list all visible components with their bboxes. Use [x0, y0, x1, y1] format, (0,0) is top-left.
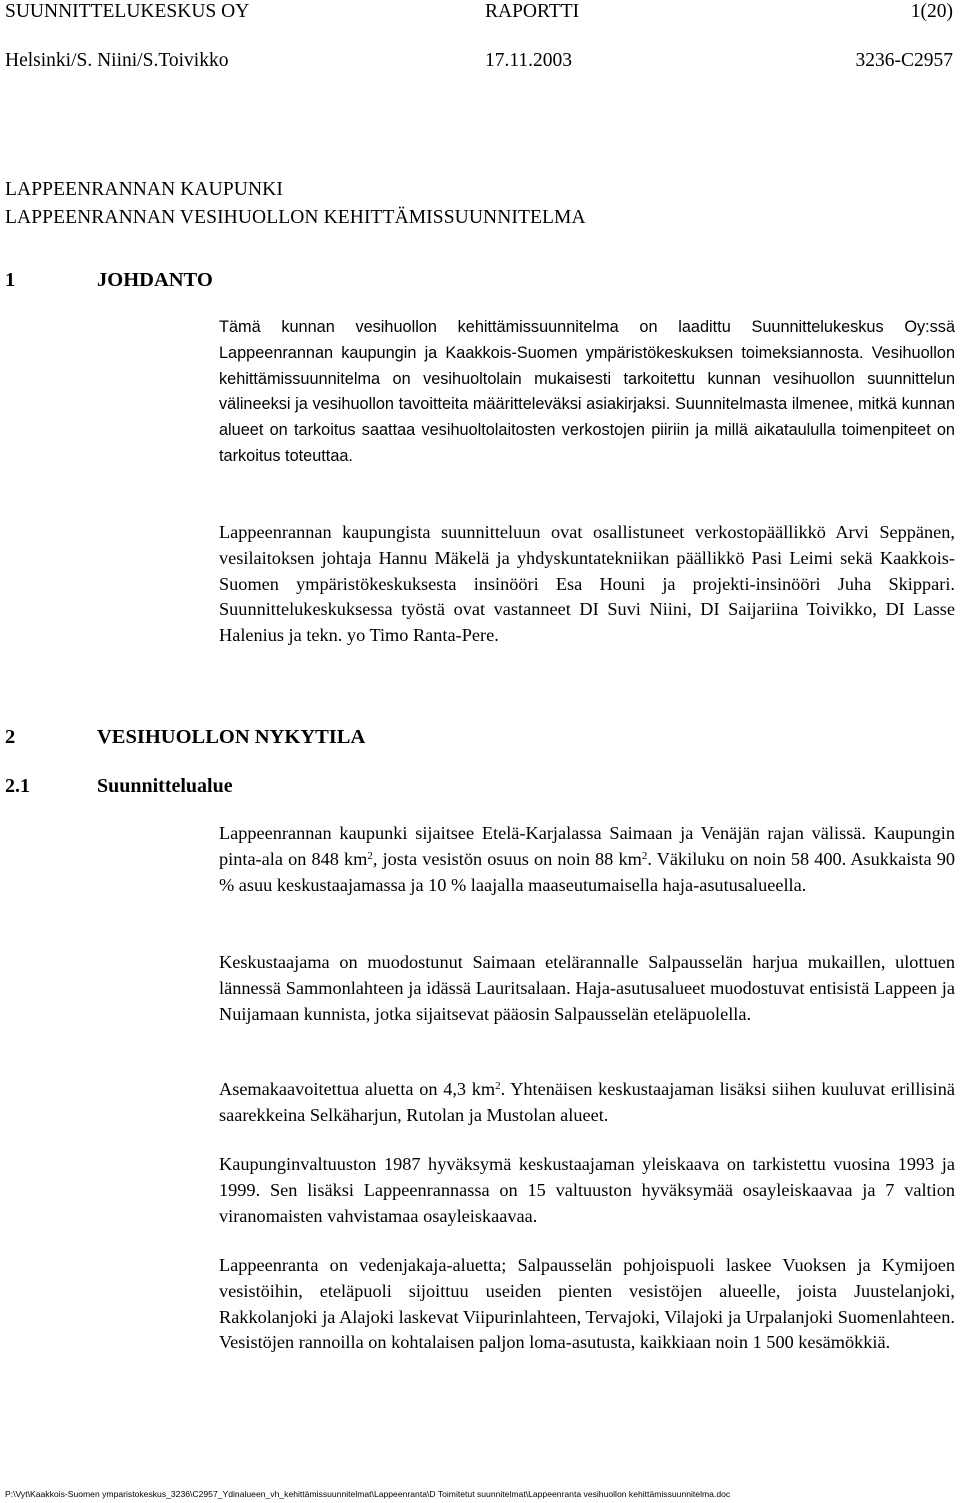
intro-paragraph-1: Tämä kunnan vesihuollon kehittämissuunnitelma on laadittu Suunnittelukeskus Oy:ssä Lappeenrannan kaupungin ja Kaakkois-Suomen ympäristökeskuksen toimeksiannosta. Vesihuollon kehittämissuunnitelma on vesihuoltolain mukaisesti tarkoitettu kunnan vesihuollon suunnittelun välineeksi ja vesihuollon tavoitteita määritteleväksi asiakirjaksi. Suunnitelmasta ilmenee, mitkä kunnan alueet on tarkoitus saattaa vesihuoltolaitosten verkostojen piiriin ja millä aikataululla toimenpiteet on tarkoitus toteuttaa. [219, 318, 955, 465]
footer-file-path: P:\Vyt\Kaakkois-Suomen ymparistokeskus_3236\C2957_Ydinalueen_vh_kehittämissuunnitelmat\Lappeenranta\D Toimitetut suunnitelmat\Lappeenranta vesihuollon kehittämissuunnitelma.doc [5, 1489, 731, 1499]
header-doc-code: 3236-C2957 [855, 50, 953, 71]
section-number: 2 [5, 726, 16, 748]
header-company: SUUNNITTELUKESKUS OY [5, 1, 250, 22]
superscript: 2 [495, 1079, 501, 1092]
section-1-heading [5, 267, 213, 293]
subsection-number: 2.1 [5, 775, 30, 797]
area-paragraph-1 [219, 821, 955, 898]
text-run: . Yhtenäisen keskustaajaman lisäksi siihen kuuluvat erillisinä saarekkeina Selkäharjun, Rutolan ja Mustolan alueet. [219, 1079, 955, 1125]
superscript: 2 [367, 849, 373, 862]
area-paragraph-4: Kaupunginvaltuuston 1987 hyväksymä keskustaajaman yleiskaava on tarkistettu vuosina 1993 ja 1999. Sen lisäksi Lappeenrannassa on 15 valtuuston hyväksymää osayleiskaavaa ja 7 valtion viranomaisten vahvistamaa osayleiskaavaa. [219, 1154, 955, 1226]
text-run: , josta vesistön osuus on noin 88 km [372, 848, 642, 869]
title-line-1: LAPPEENRANNAN KAUPUNKI [5, 179, 283, 200]
area-paragraph-5: Lappeenranta on vedenjakaja-aluetta; Salpausselän pohjoispuoli laskee Vuoksen ja Kymijoen vesistöihin, eteläpuoli sijoittuu useiden pienten vesistöjen alueelle, joista Juustelanjoki, Rakkolanjoki ja Alajoki laskevat Viipurinlahteen, Tervajoki, Vilajoki ja Urpalanjoki Suomenlahteen. Vesistöjen rannoilla on kohtalaisen paljon loma-asutusta, kaikkiaan noin 1 500 kesämökkiä. [219, 1255, 955, 1353]
section-2-heading [5, 724, 365, 750]
area-paragraph-3 [219, 1077, 955, 1129]
header-doc-type: RAPORTTI [485, 1, 580, 22]
text-run: Asemakaavoitettua aluetta on 4,3 km [219, 1079, 496, 1099]
title-line-2: LAPPEENRANNAN VESIHUOLLON KEHITTÄMISSUUNNITELMA [5, 207, 586, 228]
section-2-1-heading [5, 773, 233, 799]
text-run: . Väkiluku on noin 58 400. Asukkaista 90 % asuu keskustaajamassa ja 10 % laajalla maaseutumaisella haja-asutusalueella. [219, 848, 955, 895]
section-title: VESIHUOLLON NYKYTILA [97, 726, 366, 748]
area-paragraph-2: Keskustaajama on muodostunut Saimaan etelärannalle Salpausselän harjua mukaillen, ulottuen lännessä Sammonlahteen ja idässä Lauritsalaan. Haja-asutusalueet muodostuvat entisistä Lappeen ja Nuijamaan kunnista, jotka sijaitsevat pääosin Salpausselän eteläpuolella. [219, 952, 955, 1024]
intro-paragraph-2: Lappeenrannan kaupungista suunnitteluun ovat osallistuneet verkostopäällikkö Arvi Seppänen, vesilaitoksen johtaja Hannu Mäkelä ja yhdyskuntatekniikan päällikkö Pasi Leimi sekä Kaakkois-Suomen ympäristökeskuksesta insinööri Esa Houni ja projekti-insinööri Juha Skippari. Suunnittelukeskuksessa työstä ovat vastanneet DI Suvi Niini, DI Saijariina Toivikko, DI Lasse Halenius ja tekn. yo Timo Ranta-Pere. [219, 522, 955, 646]
header-authors: Helsinki/S. Niini/S.Toivikko [5, 50, 229, 71]
header-date: 17.11.2003 [485, 50, 573, 71]
section-title: JOHDANTO [97, 269, 213, 291]
subsection-title: Suunnittelualue [97, 775, 233, 797]
section-number: 1 [5, 269, 16, 291]
text-run: Lappeenrannan kaupunki sijaitsee Etelä-Karjalassa Saimaan ja Venäjän rajan välissä. Kaupungin pinta-ala on 848 km [219, 823, 955, 869]
superscript: 2 [641, 849, 648, 862]
header-page-number: 1(20) [910, 1, 953, 22]
